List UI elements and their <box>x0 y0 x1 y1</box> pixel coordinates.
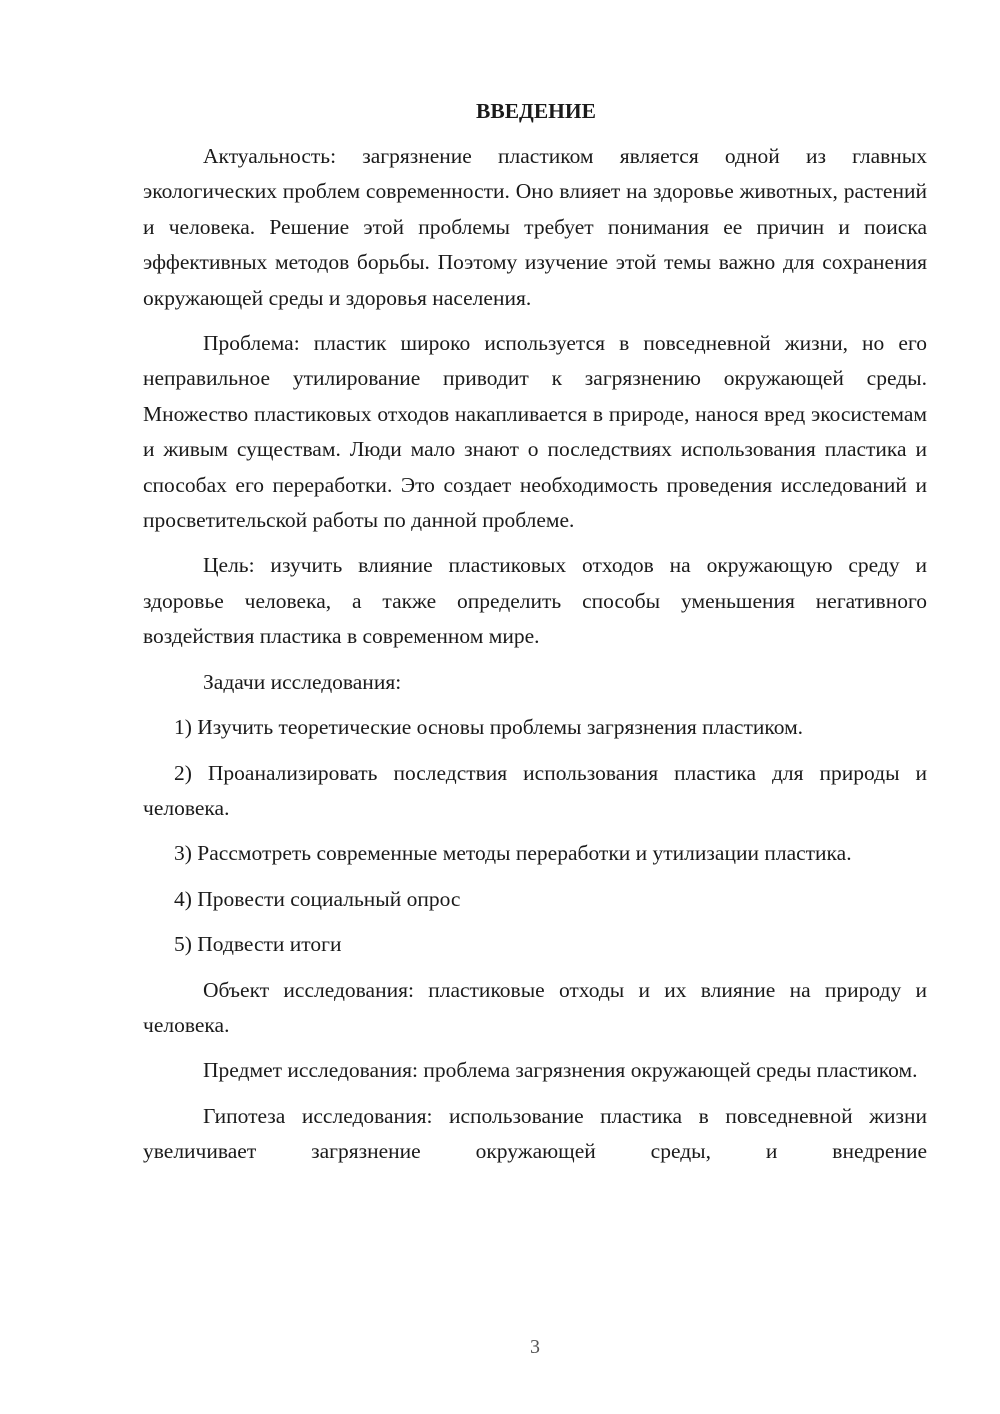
paragraph-subject: Предмет исследования: проблема загрязнения окружающей среды пластиком. <box>203 1058 918 1083</box>
paragraph-problem: Проблема: пластик широко используется в повседневной жизни, но его неправильное утилирование приводит к загрязнению окружающей среды. Множество пластиковых отходов накапливается в природе, нанося вред экосистемам и живым существам. Люди мало знают о последствиях использования пластика и способах его переработки. Это создает необходимость проведения исследований и просветительской работы по данной проблеме. <box>143 331 927 533</box>
page-content <box>143 94 927 1180</box>
task-item-3: 3) Рассмотреть современные методы переработки и утилизации пластика. <box>174 841 852 866</box>
paragraph-relevance: Актуальность: загрязнение пластиком является одной из главных экологических проблем современности. Оно влияет на здоровье животных, растений и человека. Решение этой проблемы требует понимания ее причин и поиска эффективных методов борьбы. Поэтому изучение этой темы важно для сохранения окружающей среды и здоровья населения. <box>143 144 927 310</box>
task-item-1: 1) Изучить теоретические основы проблемы загрязнения пластиком. <box>174 715 804 740</box>
paragraph-tasks-heading: Задачи исследования: <box>203 669 402 694</box>
task-item-5: 5) Подвести итоги <box>174 932 342 957</box>
paragraph-goal: Цель: изучить влияние пластиковых отходов на окружающую среду и здоровье человека, а также определить способы уменьшения негативного воздействия пластика в современном мире. <box>143 553 927 649</box>
paragraph-object: Объект исследования: пластиковые отходы и их влияние на природу и человека. <box>143 977 927 1037</box>
page-number: 3 <box>530 1336 540 1358</box>
task-item-4: 4) Провести социальный опрос <box>174 886 461 911</box>
page-title: ВВЕДЕНИЕ <box>476 99 596 123</box>
task-item-2: 2) Проанализировать последствия использования пластика для природы и человека. <box>143 760 927 820</box>
paragraph-hypothesis: Гипотеза исследования: использование пластика в повседневной жизни увеличивает загрязнение окружающей среды, и внедрение <box>143 1103 927 1164</box>
